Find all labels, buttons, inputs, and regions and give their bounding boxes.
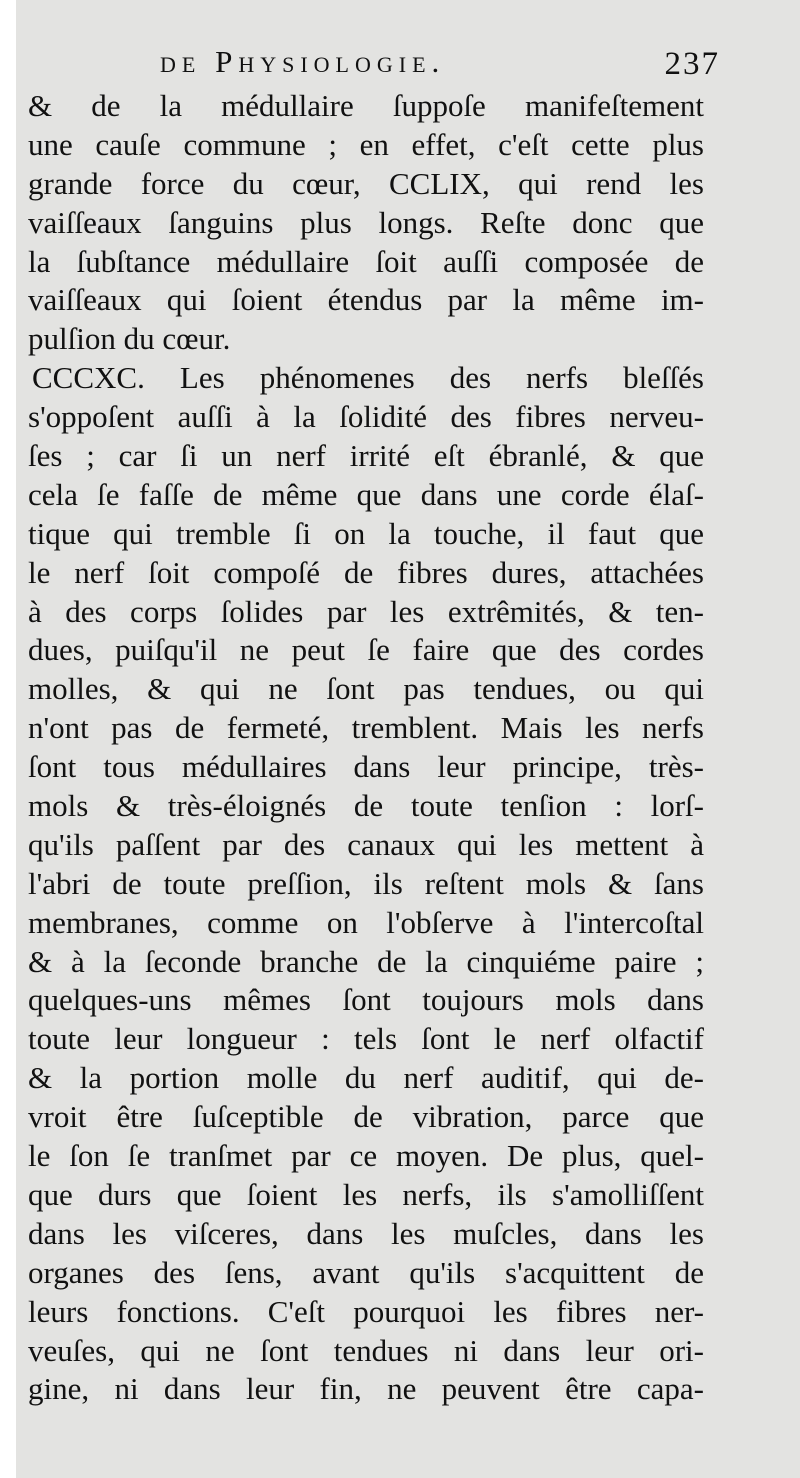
body-text	[28, 87, 704, 1409]
text-line: toute leur longueur : tels ſont le nerf olfactif	[28, 1021, 704, 1057]
page-margin	[0, 0, 16, 1478]
text-line: & la portion molle du nerf auditif, qui de-	[28, 1060, 704, 1096]
text-line: tique qui tremble ſi on la touche, il faut que	[28, 515, 704, 551]
text-line: que durs que ſoient les nerfs, ils s'amolliſſent	[28, 1176, 704, 1212]
text-line: CCCXC. Les phénomenes des nerfs bleſſés	[32, 360, 704, 396]
text-line: ſes ; car ſi un nerf irrité eſt ébranlé, & que	[28, 438, 704, 474]
text-line: ſont tous médullaires dans leur principe, très-	[28, 749, 704, 785]
text-line: cela ſe faſſe de même que dans une corde élaſ-	[28, 476, 704, 512]
text-line: gine, ni dans leur fin, ne peuvent être capa-	[28, 1371, 704, 1407]
text-line: pulſion du cœur.	[28, 321, 231, 357]
paragraph-continuation	[28, 87, 704, 359]
text-line: dues, puiſqu'il ne peut ſe faire que des cordes	[28, 632, 704, 668]
text-line: molles, & qui ne ſont pas tendues, ou qui	[28, 671, 704, 707]
running-title: de Physiologie.	[160, 44, 446, 79]
text-line: leurs fonctions. C'eſt pourquoi les fibres ner-	[28, 1293, 704, 1329]
text-line: à des corps ſolides par les extrêmités, & ten-	[28, 593, 704, 629]
text-line: vaiſſeaux ſanguins plus longs. Reſte donc que	[28, 204, 704, 240]
text-line: qu'ils paſſent par des canaux qui les mettent à	[28, 826, 704, 862]
text-line: & à la ſeconde branche de la cinquiéme paire ;	[28, 943, 704, 979]
text-line: vroit être ſuſceptible de vibration, parce que	[28, 1099, 704, 1135]
text-line: une cauſe commune ; en effet, c'eſt cette plus	[28, 126, 704, 162]
text-line: s'oppoſent auſſi à la ſolidité des fibres nerveu-	[28, 399, 704, 435]
text-line: mols & très-éloignés de toute tenſion : lorſ-	[28, 788, 704, 824]
text-line: grande force du cœur, CCLIX, qui rend les	[28, 165, 704, 201]
text-line: n'ont pas de fermeté, tremblent. Mais les nerfs	[28, 710, 704, 746]
text-line: l'abri de toute preſſion, ils reſtent mols & ſans	[28, 865, 704, 901]
text-line: organes des ſens, avant qu'ils s'acquittent de	[28, 1254, 704, 1290]
text-line: la ſubſtance médullaire ſoit auſſi composée de	[28, 243, 704, 279]
paragraph-cccxc	[28, 359, 704, 1409]
text-line: le nerf ſoit compoſé de fibres dures, attachées	[28, 554, 704, 590]
text-line: dans les viſceres, dans les muſcles, dans les	[28, 1215, 704, 1251]
page-number: 237	[664, 46, 720, 82]
text-line: quelques-uns mêmes ſont toujours mols dans	[28, 982, 704, 1018]
text-line: veuſes, qui ne ſont tendues ni dans leur ori-	[28, 1332, 704, 1368]
text-line: membranes, comme on l'obſerve à l'intercoſtal	[28, 904, 704, 940]
text-line: vaiſſeaux qui ſoient étendus par la même im-	[28, 282, 704, 318]
text-line: le ſon ſe tranſmet par ce moyen. De plus, quel-	[28, 1138, 704, 1174]
text-line: & de la médullaire ſuppoſe manifeſtement	[28, 88, 704, 123]
